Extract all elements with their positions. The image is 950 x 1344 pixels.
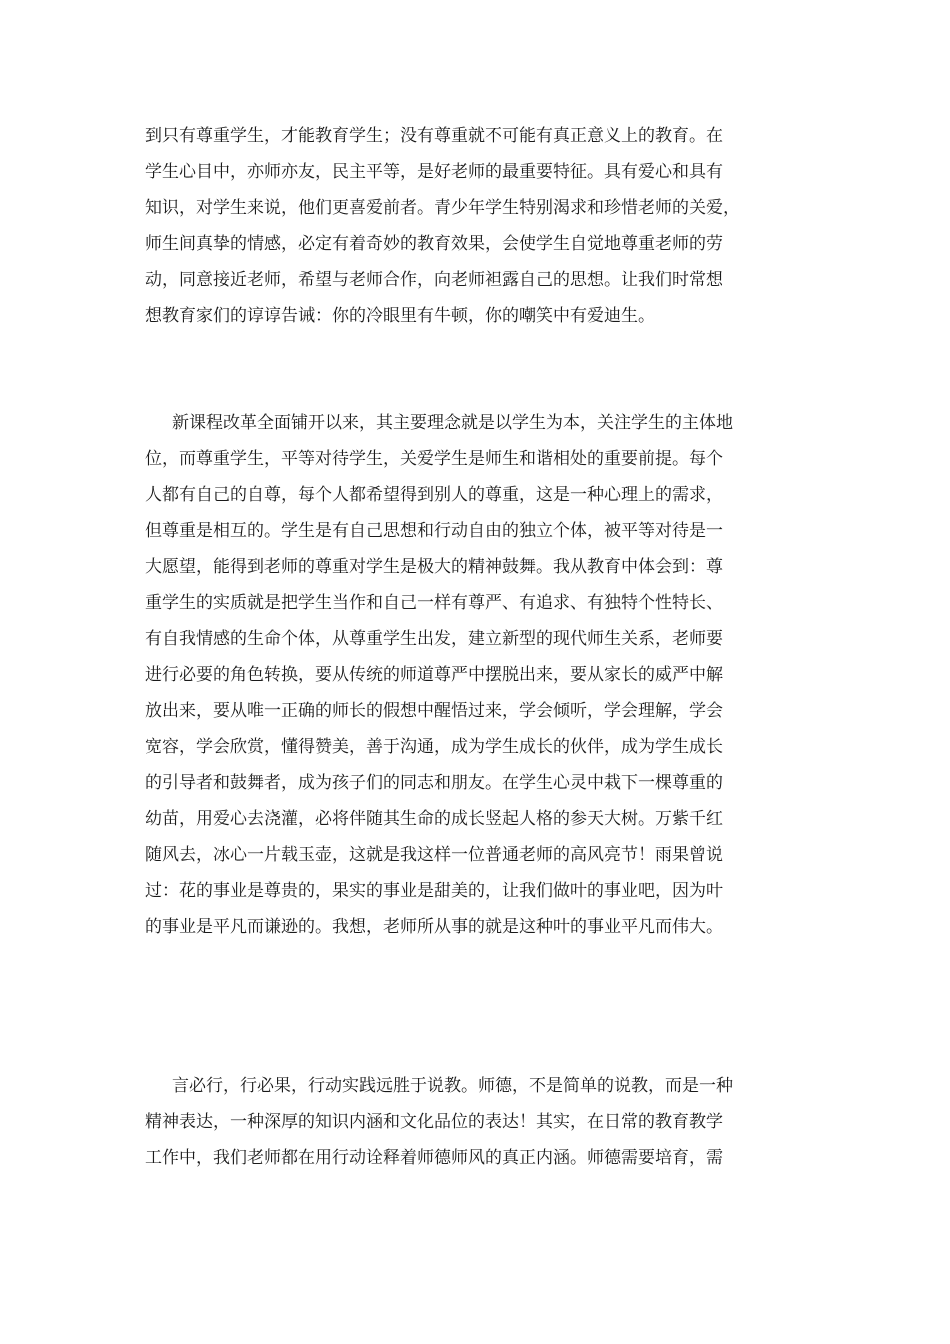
paragraph-line: 动，同意接近老师，希望与老师合作，向老师袒露自己的思想。让我们时常想 xyxy=(145,270,723,290)
paragraph-line: 到只有尊重学生，才能教育学生；没有尊重就不可能有真正意义上的教育。在 xyxy=(145,126,723,146)
paragraph-line: 人都有自己的自尊，每个人都希望得到别人的尊重，这是一种心理上的需求， xyxy=(145,485,723,505)
paragraph-line: 师生间真挚的情感，必定有着奇妙的教育效果，会使学生自觉地尊重老师的劳 xyxy=(145,234,723,254)
paragraph-line: 宽容，学会欣赏，懂得赞美，善于沟通，成为学生成长的伙伴，成为学生成长 xyxy=(145,737,723,757)
paragraph-line: 但尊重是相互的。学生是有自己思想和行动自由的独立个体，被平等对待是一 xyxy=(145,521,723,541)
paragraph-line: 知识，对学生来说，他们更喜爱前者。青少年学生特别渴求和珍惜老师的关爱， xyxy=(145,198,740,218)
paragraph-line: 重学生的实质就是把学生当作和自己一样有尊严、有追求、有独特个性特长、 xyxy=(145,593,723,613)
paragraph-line: 精神表达，一种深厚的知识内涵和文化品位的表达！其实，在日常的教育教学 xyxy=(145,1112,723,1132)
paragraph-line: 的事业是平凡而谦逊的。我想，老师所从事的就是这种叶的事业平凡而伟大。 xyxy=(145,917,723,937)
paragraph-line: 幼苗，用爱心去浇灌，必将伴随其生命的成长竖起人格的参天大树。万紫千红 xyxy=(145,809,723,829)
paragraph-line: 过：花的事业是尊贵的，果实的事业是甜美的，让我们做叶的事业吧，因为叶 xyxy=(145,881,723,901)
paragraph-line: 有自我情感的生命个体，从尊重学生出发，建立新型的现代师生关系，老师要 xyxy=(145,629,723,649)
paragraph-line: 的引导者和鼓舞者，成为孩子们的同志和朋友。在学生心灵中栽下一棵尊重的 xyxy=(145,773,723,793)
paragraph-line: 新课程改革全面铺开以来，其主要理念就是以学生为本，关注学生的主体地 xyxy=(172,413,733,433)
paragraph-line: 位，而尊重学生，平等对待学生，关爱学生是师生和谐相处的重要前提。每个 xyxy=(145,449,723,469)
paragraph-line: 大愿望，能得到老师的尊重对学生是极大的精神鼓舞。我从教育中体会到：尊 xyxy=(145,557,723,577)
paragraph-line: 放出来，要从唯一正确的师长的假想中醒悟过来，学会倾听，学会理解，学会 xyxy=(145,701,723,721)
paragraph-line: 进行必要的角色转换，要从传统的师道尊严中摆脱出来，要从家长的威严中解 xyxy=(145,665,723,685)
paragraph-line: 工作中，我们老师都在用行动诠释着师德师风的真正内涵。师德需要培育，需 xyxy=(145,1148,723,1168)
paragraph-line: 言必行，行必果，行动实践远胜于说教。师德，不是简单的说教，而是一种 xyxy=(172,1076,733,1096)
paragraph-line: 随风去，冰心一片载玉壶，这就是我这样一位普通老师的高风亮节！雨果曾说 xyxy=(145,845,723,865)
paragraph-line: 学生心目中，亦师亦友，民主平等，是好老师的最重要特征。具有爱心和具有 xyxy=(145,162,723,182)
paragraph-line: 想教育家们的谆谆告诫：你的冷眼里有牛顿，你的嘲笑中有爱迪生。 xyxy=(145,306,655,326)
